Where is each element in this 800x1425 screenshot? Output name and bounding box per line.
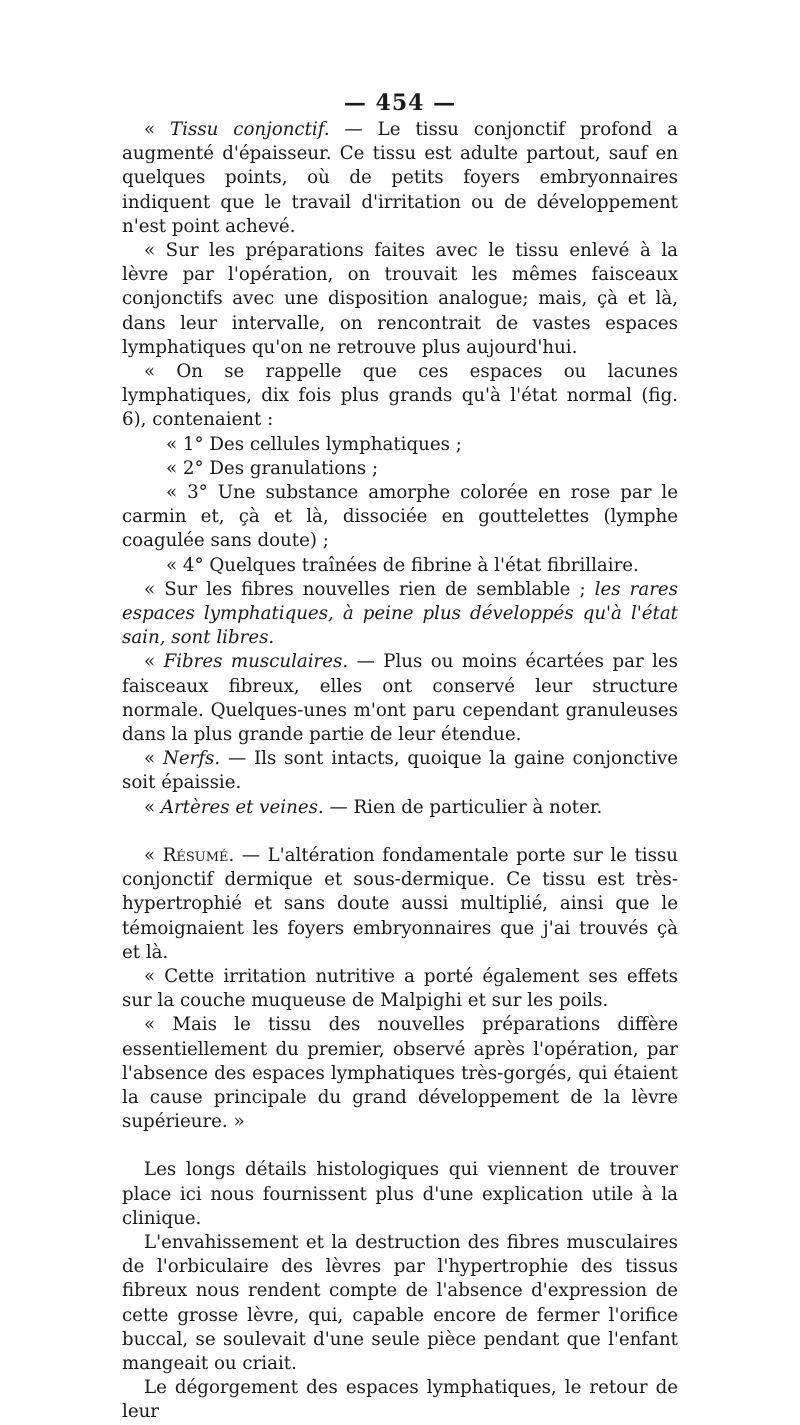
resume-text: — L'altération fondamentale porte sur le tissu conjonctif dermique et sous-dermique. Ce tissu est très-hypertrophié et sans doute aussi multiplié, ainsi que le témoignaient les foyers embryonnaires que j'ai trouvés çà et là. xyxy=(122,844,678,963)
list-item-4: « 4° Quelques traînées de fibrine à l'état fibrillaire. xyxy=(166,554,639,576)
fibres-musculaires-text: — Plus ou moins écartées par les faisceaux fibreux, elles ont conservé leur structure normale. Quelques-unes m'ont paru cependant granuleuses dans la plus grande partie de leur étendue. xyxy=(122,651,678,746)
section-title-arteres: Artères et veines. xyxy=(160,796,324,818)
paragraph-arteres: « Artères et veines. — Rien de particulier à noter. xyxy=(144,796,603,818)
paragraph-preparations: « Sur les préparations faites avec le tissu enlevé à la lèvre par l'opération, on trouvait les mêmes faisceaux conjonctifs avec une disposition analogue; mais, çà et là, dans leur intervalle, on rencontrait de vastes espaces lymphatiques qu'on ne retrouve plus aujourd'hui. xyxy=(122,240,678,358)
section-title-nerfs: Nerfs. xyxy=(162,748,221,770)
paragraph-rappelle: « On se rappelle que ces espaces ou lacunes lymphatiques, dix fois plus grands qu'à l'état normal (fig. 6), contenaient : xyxy=(122,361,678,431)
page-number: — 454 — xyxy=(343,90,457,116)
paragraph-mais: « Mais le tissu des nouvelles préparations diffère essentiellement du premier, observé après l'opération, par l'absence des espaces lymphatiques très-gorgés, qui étaient la cause principale du grand développement de la lèvre supérieure. » xyxy=(122,1014,678,1133)
list-item-3: « 3° Une substance amorphe colorée en rose par le carmin et, çà et là, dissociée en gouttelettes (lymphe coagulée sans doute) ; xyxy=(122,482,678,552)
paragraph-fibres-musculaires: « Fibres musculaires. — Plus ou moins écartées par les faisceaux fibreux, elles ont conservé leur structure normale. Quelques-unes m'ont paru cependant granuleuses dans la plus grande partie de leur étendue. xyxy=(122,651,678,746)
section-title-fibres-musculaires: Fibres musculaires. xyxy=(163,651,349,673)
arteres-text: — Rien de particulier à noter. xyxy=(329,796,603,818)
fibres-nouvelles-text: « Sur les fibres nouvelles rien de semblable ; xyxy=(144,578,586,600)
paragraph-tissu-conjonctif: « Tissu conjonctif. — Le tissu conjonctif profond a augmenté d'épaisseur. Ce tissu est adulte partout, sauf en quelques points, où de petits foyers embryonnaires indiquent que le travail d'irritation ou de développement n'est point achevé. xyxy=(122,119,678,237)
nerfs-text: — Ils sont intacts, quoique la gaine conjonctive soit épaissie. xyxy=(122,748,678,794)
list-item-1: « 1° Des cellules lymphatiques ; xyxy=(166,433,462,455)
page-text xyxy=(122,118,678,1425)
paragraph-longs-details: Les longs détails histologiques qui viennent de trouver place ici nous fournissent plus d'une explication utile à la clinique. xyxy=(122,1159,678,1229)
paragraph-degorgement: Le dégorgement des espaces lymphatiques, le retour de leur xyxy=(122,1377,678,1423)
paragraph-fibres-nouvelles xyxy=(122,578,678,651)
paragraph-envahissement: L'envahissement et la destruction des fibres musculaires de l'orbiculaire des lèvres par l'hypertrophie des tissus fibreux nous rendent compte de l'absence d'expression de cette grosse lèvre, qui, capable encore de fermer l'orifice buccal, se soulevait d'une seule pièce pendant que l'enfant mangeait ou criait. xyxy=(122,1231,678,1374)
paragraph-nerfs: « Nerfs. — Ils sont intacts, quoique la gaine conjonctive soit épaissie. xyxy=(122,748,678,794)
paragraph-resume: « Résumé. — L'altération fondamentale porte sur le tissu conjonctif dermique et sous-dermique. Ce tissu est très-hypertrophié et sans doute aussi multiplié, ainsi que le témoignaient les foyers embryonnaires que j'ai trouvés çà et là. xyxy=(122,844,678,963)
tissu-conjonctif-text: Le tissu conjonctif profond a augmenté d'épaisseur. Ce tissu est adulte partout, sauf en quelques points, où de petits foyers embryonnaires indiquent que le travail d'irritation ou de développement n'est point achevé. xyxy=(122,119,678,237)
list-item-2: « 2° Des granulations ; xyxy=(166,457,379,479)
section-title-tissu-conjonctif: Tissu conjonctif. xyxy=(170,119,330,140)
section-title-resume: Résumé. xyxy=(162,844,235,866)
paragraph-irritation: « Cette irritation nutritive a porté également ses effets sur la couche muqueuse de Malpighi et sur les poils. xyxy=(122,965,678,1012)
fibres-nouvelles-italic: les rares espaces lymphatiques, à peine plus développés qu'à l'état sain, sont libres. xyxy=(122,578,678,649)
